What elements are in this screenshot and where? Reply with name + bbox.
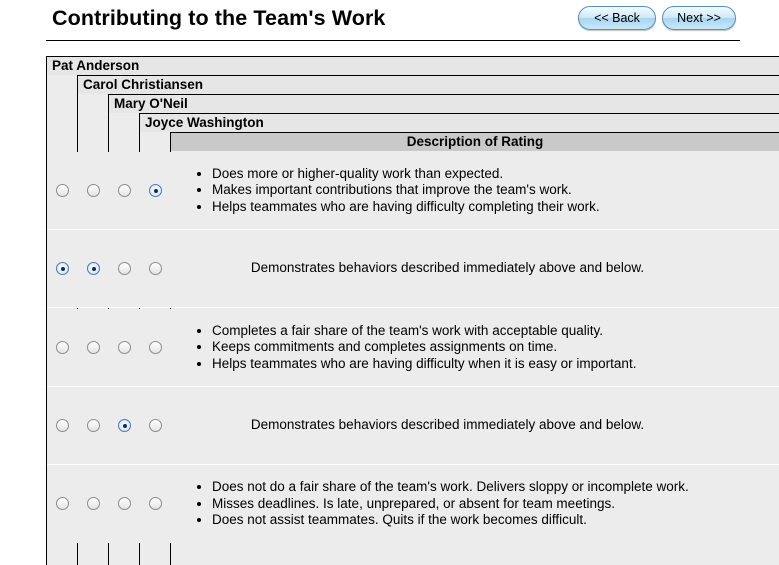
rating-bullet: • Does not do a fair share of the team's work. Delivers sloppy or incomplete work. [212, 479, 769, 496]
rating-radio-joyce-washington-row-1[interactable] [149, 184, 162, 197]
rating-intermediate-text: Demonstrates behaviors described immediately above and below. [250, 417, 645, 433]
rating-description [171, 230, 769, 307]
rating-bullet: • Makes important contributions that improve the team's work. [212, 182, 769, 199]
rating-radio-mary-o-neil-row-2[interactable] [118, 262, 131, 275]
rating-bullet: • Helps teammates who are having difficulty completing their work. [212, 199, 769, 216]
rating-bullet: • Does more or higher-quality work than expected. [212, 166, 769, 183]
rating-radio-pat-anderson-row-1[interactable] [56, 184, 69, 197]
rating-description [171, 309, 769, 386]
rating-description [171, 152, 769, 229]
rating-radio-carol-christiansen-row-4[interactable] [87, 419, 100, 432]
page-title: Contributing to the Team's Work [52, 6, 386, 30]
title-divider [46, 40, 740, 41]
rating-radio-carol-christiansen-row-2[interactable] [87, 262, 100, 275]
rating-radio-joyce-washington-row-3[interactable] [149, 341, 162, 354]
rating-radio-carol-christiansen-row-3[interactable] [87, 341, 100, 354]
rating-radio-carol-christiansen-row-5[interactable] [87, 497, 100, 510]
rating-bullet: • Helps teammates who are having difficulty when it is easy or important. [212, 356, 769, 373]
rating-bullet: • Completes a fair share of the team's work with acceptable quality. [212, 323, 769, 340]
rating-bullet-list [171, 166, 769, 216]
rating-description [171, 387, 769, 464]
rating-radio-mary-o-neil-row-5[interactable] [118, 497, 131, 510]
back-button[interactable]: << Back [578, 6, 656, 30]
student-header-mary-oneil: Mary O'Neil [108, 94, 779, 113]
rating-radio-joyce-washington-row-5[interactable] [149, 497, 162, 510]
description-header: Description of Rating [170, 132, 779, 151]
next-button[interactable]: Next >> [662, 6, 736, 30]
rating-bullet: • Does not assist teammates. Quits if the work becomes difficult. [212, 512, 769, 529]
rating-bullet-list [171, 323, 769, 373]
rating-radio-joyce-washington-row-2[interactable] [149, 262, 162, 275]
rating-table [46, 56, 779, 565]
rating-radio-pat-anderson-row-2[interactable] [56, 262, 69, 275]
rating-bullet-list [171, 479, 769, 529]
rating-row [47, 152, 779, 230]
student-header-pat-anderson: Pat Anderson [46, 56, 779, 75]
student-header-joyce-washington: Joyce Washington [139, 113, 779, 132]
rating-row [47, 309, 779, 387]
rating-radio-mary-o-neil-row-4[interactable] [118, 419, 131, 432]
rating-intermediate-text: Demonstrates behaviors described immediately above and below. [250, 260, 645, 276]
rating-row [47, 465, 779, 543]
rating-radio-pat-anderson-row-3[interactable] [56, 341, 69, 354]
rating-radio-pat-anderson-row-5[interactable] [56, 497, 69, 510]
rating-description [171, 465, 769, 543]
rating-row [47, 387, 779, 465]
rating-bullet: • Keeps commitments and completes assignments on time. [212, 339, 769, 356]
rating-radio-joyce-washington-row-4[interactable] [149, 419, 162, 432]
rating-row [47, 230, 779, 308]
rating-bullet: • Misses deadlines. Is late, unprepared, or absent for team meetings. [212, 496, 769, 513]
rating-radio-mary-o-neil-row-3[interactable] [118, 341, 131, 354]
rating-radio-carol-christiansen-row-1[interactable] [87, 184, 100, 197]
rating-radio-mary-o-neil-row-1[interactable] [118, 184, 131, 197]
rating-radio-pat-anderson-row-4[interactable] [56, 419, 69, 432]
student-header-carol-christiansen: Carol Christiansen [77, 75, 779, 94]
